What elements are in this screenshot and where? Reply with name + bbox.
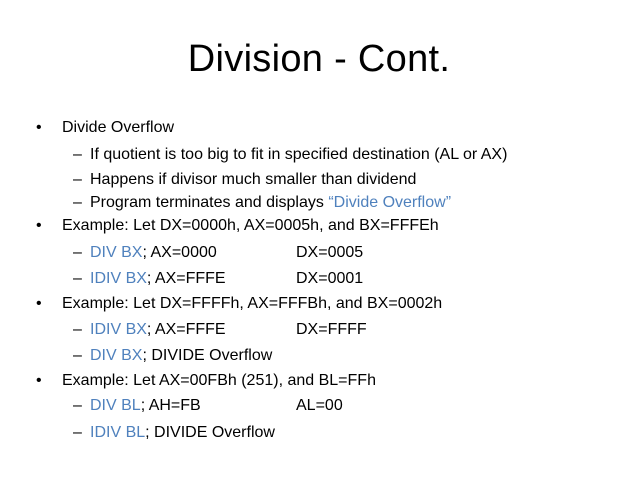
- dash-icon: –: [73, 347, 82, 364]
- sub-item-text: ; DIVIDE Overflow: [142, 347, 273, 364]
- highlight-text: “Divide Overflow”: [328, 194, 452, 211]
- bullet-icon: •: [36, 295, 42, 312]
- bullet-example-1: [36, 216, 439, 236]
- sub-item: [73, 269, 493, 289]
- bullet-text: Divide Overflow: [62, 119, 175, 136]
- sub-item: [73, 193, 451, 213]
- result-value: AL=00: [296, 397, 343, 414]
- instruction-text: DIV BX: [90, 347, 143, 364]
- sub-item-text: ; AH=FB: [140, 397, 201, 414]
- dash-icon: –: [73, 171, 82, 188]
- result-value: DX=0001: [296, 270, 364, 287]
- bullet-text: Example: Let AX=00FBh (251), and BL=FFh: [62, 372, 376, 389]
- instruction-text: IDIV BL: [90, 424, 146, 441]
- result-value: DX=FFFF: [296, 321, 367, 338]
- dash-icon: –: [73, 321, 82, 338]
- bullet-divide-overflow: [36, 118, 174, 138]
- instruction-text: DIV BX: [90, 244, 143, 261]
- sub-item: [73, 170, 416, 190]
- sub-item-text: Program terminates and displays: [90, 194, 329, 211]
- sub-item: [73, 423, 275, 443]
- sub-item-text: ; AX=0000: [142, 244, 217, 261]
- sub-item: [73, 243, 493, 263]
- sub-item-text: ; AX=FFFE: [146, 270, 226, 287]
- sub-item: [73, 396, 493, 416]
- sub-item-text: ; DIVIDE Overflow: [145, 424, 275, 441]
- bullet-text: Example: Let DX=FFFFh, AX=FFFBh, and BX=0002h: [62, 295, 443, 312]
- dash-icon: –: [73, 397, 82, 414]
- instruction-text: IDIV BX: [90, 270, 147, 287]
- dash-icon: –: [73, 424, 82, 441]
- bullet-icon: •: [36, 217, 42, 234]
- instruction-text: IDIV BX: [90, 321, 147, 338]
- sub-item-text: If quotient is too big to fit in specified destination (AL or AX): [90, 146, 508, 163]
- sub-item: [73, 320, 493, 340]
- result-value: DX=0005: [296, 244, 364, 261]
- slide-title: Division - Cont.: [187, 38, 451, 80]
- sub-item-text: Happens if divisor much smaller than dividend: [90, 171, 417, 188]
- dash-icon: –: [73, 270, 82, 287]
- bullet-example-2: [36, 294, 442, 314]
- bullet-text: Example: Let DX=0000h, AX=0005h, and BX=FFFEh: [62, 217, 439, 234]
- dash-icon: –: [73, 146, 82, 163]
- bullet-example-3: [36, 371, 376, 391]
- bullet-icon: •: [36, 372, 42, 389]
- dash-icon: –: [73, 194, 82, 211]
- dash-icon: –: [73, 244, 82, 261]
- bullet-icon: •: [36, 119, 42, 136]
- sub-item: [73, 145, 507, 165]
- sub-item-text: ; AX=FFFE: [146, 321, 226, 338]
- instruction-text: DIV BL: [90, 397, 141, 414]
- sub-item: [73, 346, 272, 366]
